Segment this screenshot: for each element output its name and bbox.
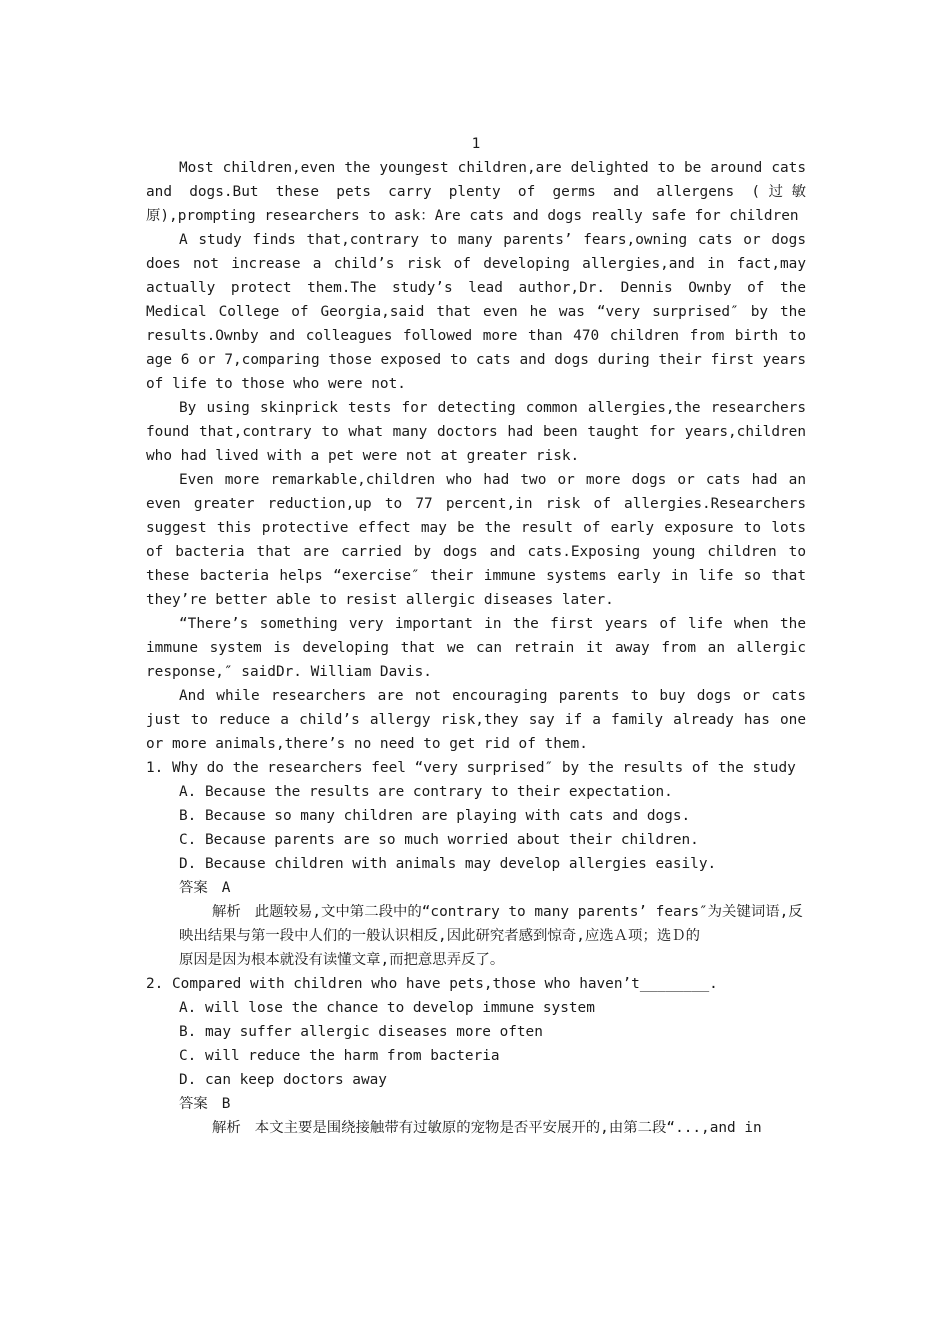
analysis-body: 本文主要是围绕接触带有过敏原的宠物是否平安展开的,由第二段“...,and in bbox=[254, 1120, 762, 1136]
passage-paragraph: By using skinprick tests for detecting common allergies,the researchers found that,contrary to what many doctors had been taught for years,children who had lived with a pet were not at greater risk. bbox=[146, 400, 806, 464]
passage-paragraph: A study finds that,contrary to many parents’ fears,owning cats or dogs does not increase a child’s risk of developing allergies,and in fact,may actually protect them.The study’s lead author,Dr. Dennis Ownby of the Medical College of Georgia,said that even he was “very surprised″ by the results.Ownby and colleagues followed more than 470 children from birth to age 6 or 7,comparing those exposed to cats and dogs during their first years of life to those who were not. bbox=[146, 232, 806, 392]
analysis-body: 此题较易,文中第二段中的“contrary to many parents’ fears″为关键词语,反 bbox=[254, 904, 803, 920]
answer-option: A. Because the results are contrary to their expectation. bbox=[179, 784, 673, 800]
analysis-continuation: 原因是因为根本就没有读懂文章,而把意思弄反了。 bbox=[179, 952, 505, 968]
answer-option: D. Because children with animals may develop allergies easily. bbox=[179, 856, 717, 872]
passage-paragraph: And while researchers are not encouraging parents to buy dogs or cats just to reduce a child’s allergy risk,they say if a family already has one or more animals,there’s no need to get rid of them. bbox=[146, 688, 806, 752]
answer-value: B bbox=[221, 1096, 231, 1112]
document-page bbox=[146, 132, 806, 1140]
analysis-continuation: 映出结果与第一段中人们的一般认识相反,因此研究者感到惊奇,应选Ａ项；选Ｄ的 bbox=[179, 928, 701, 944]
answer-line bbox=[146, 1092, 806, 1116]
answer-label: 答案 bbox=[179, 1096, 208, 1112]
answer-label: 答案 bbox=[179, 880, 208, 896]
analysis-label: 解析 bbox=[212, 1120, 241, 1136]
answer-option: B. may suffer allergic diseases more often bbox=[179, 1024, 543, 1040]
answer-option: B. Because so many children are playing with cats and dogs. bbox=[179, 808, 691, 824]
question-stem: 1. Why do the researchers feel “very surprised″ by the results of the study bbox=[146, 760, 796, 776]
passage-paragraph: Most children,even the youngest children,are delighted to be around cats and dogs.But these pets carry plenty of germs and allergens (过敏原),prompting researchers to ask：Are cats and dogs really safe for children bbox=[146, 160, 806, 224]
question-block bbox=[146, 756, 806, 972]
answer-option: C. Because parents are so much worried about their children. bbox=[179, 832, 699, 848]
analysis-text bbox=[146, 1116, 806, 1140]
passage-paragraph: Even more remarkable,children who had two or more dogs or cats had an even greater reduction,up to 77 percent,in risk of allergies.Researchers suggest this protective effect may be the result of early exposure to lots of bacteria that are carried by dogs and cats.Exposing young children to these bacteria helps “exercise″ their immune systems early in life so that they’re better able to resist allergic diseases later. bbox=[146, 472, 806, 608]
answer-option: D. can keep doctors away bbox=[179, 1072, 387, 1088]
analysis-label: 解析 bbox=[212, 904, 241, 920]
question-block bbox=[146, 972, 806, 1140]
question-stem: 2. Compared with children who have pets,those who haven’t________. bbox=[146, 976, 718, 992]
analysis-text bbox=[146, 900, 806, 924]
reading-passage bbox=[146, 156, 806, 756]
page-number: 1 bbox=[471, 136, 481, 152]
answer-value: A bbox=[221, 880, 231, 896]
answer-line bbox=[146, 876, 806, 900]
answer-option: C. will reduce the harm from bacteria bbox=[179, 1048, 500, 1064]
passage-paragraph: “There’s something very important in the first years of life when the immune system is developing that we can retrain it away from an allergic response,″ saidDr. William Davis. bbox=[146, 616, 806, 680]
answer-option: A. will lose the chance to develop immune system bbox=[179, 1000, 595, 1016]
